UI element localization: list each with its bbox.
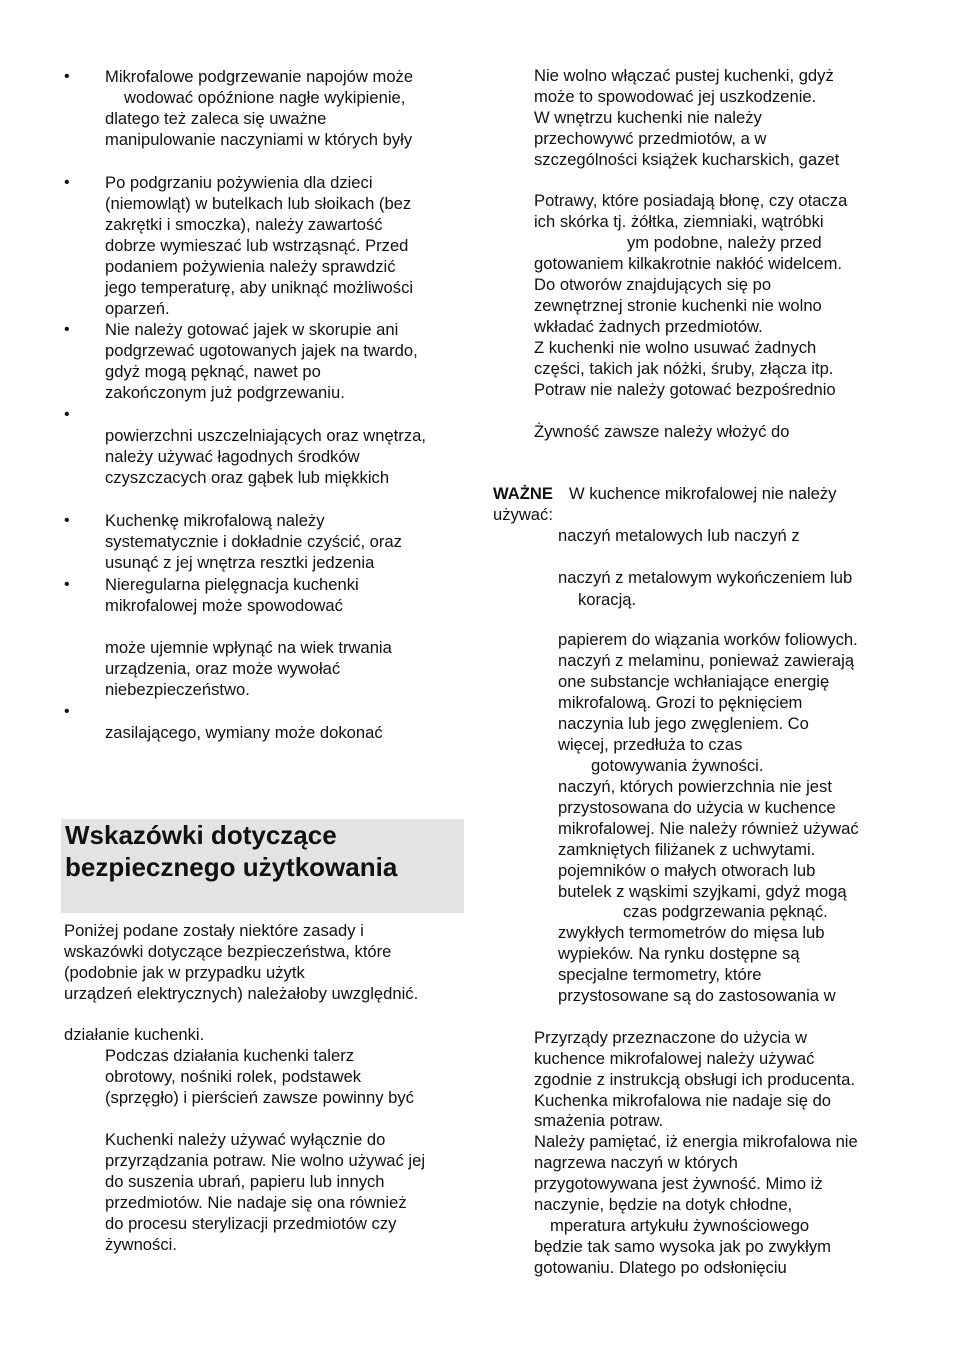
right-column-line: one substancje wchłaniające energię (558, 672, 830, 691)
list-item-text: jego temperaturę, aby uniknąć możliwości (105, 278, 414, 297)
right-column-line: Z kuchenki nie wolno usuwać żadnych (534, 338, 817, 357)
intro-line: wskazówki dotyczące bezpieczeństwa, które (64, 942, 392, 961)
right-column-line: Do otworów znajdujących się po (534, 275, 772, 294)
right-column-line: ich skórka tj. żółtka, ziemniaki, wątróbki (534, 212, 824, 231)
right-column-line: Żywność zawsze należy włożyć do (534, 422, 790, 441)
right-column-line: butelek z wąskimi szyjkami, gdyż mogą (558, 882, 847, 901)
intro-line: obrotowy, nośniki rolek, podstawek (105, 1067, 362, 1086)
right-column-line: zamkniętych filiżanek z uchwytami. (558, 840, 816, 859)
list-item-text: (niemowląt) w butelkach lub słoikach (bez (105, 194, 412, 213)
right-column-line: mperatura artykułu żywnościowego (550, 1216, 810, 1235)
right-column-line: kuchence mikrofalowej należy używać (534, 1049, 815, 1068)
section-heading-line-1: Wskazówki dotyczące (65, 820, 337, 850)
list-item-text: urządzenia, oraz może wywołać (105, 659, 341, 678)
list-item-text: Nieregularna pielęgnacja kuchenki (105, 575, 359, 594)
right-column-line: gotowaniu. Dlatego po odsłonięciu (534, 1258, 787, 1277)
right-column-line: używać: (493, 505, 553, 524)
bullet-marker: • (64, 321, 70, 338)
right-column-line: mikrofalowej. Nie należy również używać (558, 819, 859, 838)
right-column-line: części, takich jak nóżki, śruby, złącza itp. (534, 359, 834, 378)
right-column-line: naczyń, których powierzchnia nie jest (558, 777, 832, 796)
bullet-marker: • (64, 68, 70, 85)
intro-line: Podczas działania kuchenki talerz (105, 1046, 355, 1065)
list-item-text: gdyż mogą pęknąć, nawet po (105, 362, 321, 381)
list-item-text: Po podgrzaniu pożywienia dla dzieci (105, 173, 373, 192)
intro-line: Kuchenki należy używać wyłącznie do (105, 1130, 386, 1149)
right-column-line: specjalne termometry, które (558, 965, 762, 984)
right-column-line: gotowaniem kilkakrotnie nakłóć widelcem. (534, 254, 843, 273)
right-column-line: przystosowana do użycia w kuchence (558, 798, 836, 817)
right-column-line: smażenia potraw. (534, 1111, 664, 1130)
list-item-text: czyszczacych oraz gąbek lub miękkich (105, 468, 390, 487)
list-item-text: zakończonym już podgrzewaniu. (105, 383, 345, 402)
list-item-text: dobrze wymieszać lub wstrząsnąć. Przed (105, 236, 409, 255)
right-column-line: gotowywania żywności. (591, 756, 764, 775)
intro-line: urządzeń elektrycznych) należałoby uwzględnić. (64, 984, 419, 1003)
right-column-line: zwykłych termometrów do mięsa lub (558, 923, 825, 942)
list-item-text: Nie należy gotować jajek w skorupie ani (105, 320, 399, 339)
list-item-text: usunąć z jej wnętrza resztki jedzenia (105, 553, 375, 572)
right-column-line: przystosowane są do zastosowania w (558, 986, 836, 1005)
intro-line: żywności. (105, 1235, 177, 1254)
important-label: WAŻNE (493, 484, 553, 503)
bullet-marker: • (64, 576, 70, 593)
bullet-marker: • (64, 512, 70, 529)
right-column-line: przygotowywana jest żywność. Mimo iż (534, 1174, 823, 1193)
right-column-line: zgodnie z instrukcją obsługi ich producenta. (534, 1070, 856, 1089)
list-item-text: niebezpieczeństwo. (105, 680, 250, 699)
right-column-line: W kuchence mikrofalowej nie należy (569, 484, 837, 503)
right-column-line: naczyń z metalowym wykończeniem lub (558, 568, 853, 587)
right-column-line: Nie wolno włączać pustej kuchenki, gdyż (534, 66, 834, 85)
right-column-line: Kuchenka mikrofalowa nie nadaje się do (534, 1091, 832, 1110)
list-item-text: zakrętki i smoczka), należy zawartość (105, 215, 383, 234)
right-column-line: Należy pamiętać, iż energia mikrofalowa nie (534, 1132, 858, 1151)
right-column-line: wypieków. Na rynku dostępne są (558, 944, 800, 963)
right-column-line: papierem do wiązania worków foliowych. (558, 630, 858, 649)
list-item-text: Mikrofalowe podgrzewanie napojów może (105, 67, 414, 86)
list-item-text: systematycznie i dokładnie czyścić, oraz (105, 532, 402, 551)
right-column-line: może to spowodować jej uszkodzenie. (534, 87, 817, 106)
list-item-text: oparzeń. (105, 299, 170, 318)
intro-line: do suszenia ubrań, papieru lub innych (105, 1172, 385, 1191)
intro-line: działanie kuchenki. (64, 1025, 205, 1044)
right-column-line: przechowywć przedmiotów, a w (534, 129, 767, 148)
list-item-text: Kuchenkę mikrofalową należy (105, 511, 325, 530)
bullet-marker: • (64, 174, 70, 191)
section-heading-line-2: bezpiecznego użytkowania (65, 852, 398, 882)
bullet-marker: • (64, 703, 70, 720)
list-item-text: powierzchni uszczelniających oraz wnętrza, (105, 426, 426, 445)
right-column-line: Przyrządy przeznaczone do użycia w (534, 1028, 807, 1047)
list-item-text: wodować opóźnione nagłe wykipienie, (124, 88, 406, 107)
right-column-line: ym podobne, należy przed (627, 233, 822, 252)
list-item-text: podgrzewać ugotowanych jajek na twardo, (105, 341, 418, 360)
intro-line: do procesu sterylizacji przedmiotów czy (105, 1214, 397, 1233)
intro-line: (sprzęgło) i pierścień zawsze powinny być (105, 1088, 414, 1107)
right-column-line: naczynia lub jego zwęgleniem. Co (558, 714, 809, 733)
bullet-marker: • (64, 406, 70, 423)
list-item-text: mikrofalowej może spowodować (105, 596, 343, 615)
right-column-line: wkładać żadnych przedmiotów. (534, 317, 763, 336)
right-column-line: koracją. (578, 590, 637, 609)
right-column-line: czas podgrzewania pęknąć. (623, 902, 828, 921)
section-heading-box (61, 819, 464, 913)
intro-line: (podobnie jak w przypadku użytk (64, 963, 305, 982)
right-column-line: naczynie, będzie na dotyk chłodne, (534, 1195, 793, 1214)
right-column-line: więcej, przedłuża to czas (558, 735, 743, 754)
list-item-text: dlatego też zaleca się uważne (105, 109, 327, 128)
right-column-line: zewnętrznej stronie kuchenki nie wolno (534, 296, 822, 315)
right-column-line: nagrzewa naczyń w których (534, 1153, 738, 1172)
list-item-text: podaniem pożywienia należy sprawdzić (105, 257, 396, 276)
list-item-text: manipulowanie naczyniami w których były (105, 130, 413, 149)
right-column-line: Potraw nie należy gotować bezpośrednio (534, 380, 836, 399)
right-column-line: naczyń metalowych lub naczyń z (558, 526, 800, 545)
right-column-line: Potrawy, które posiadają błonę, czy otacza (534, 191, 848, 210)
right-column-line: naczyń z melaminu, ponieważ zawierają (558, 651, 855, 670)
right-column-line: szczególności książek kucharskich, gazet (534, 150, 840, 169)
right-column-line: mikrofalową. Grozi to pęknięciem (558, 693, 803, 712)
right-column-line: będzie tak samo wysoka jak po zwykłym (534, 1237, 831, 1256)
list-item-text: może ujemnie wpłynąć na wiek trwania (105, 638, 392, 657)
intro-line: przyrządzania potraw. Nie wolno używać jej (105, 1151, 426, 1170)
intro-line: Poniżej podane zostały niektóre zasady i (64, 921, 364, 940)
list-item-text: należy używać łagodnych środków (105, 447, 360, 466)
intro-line: przedmiotów. Nie nadaje się ona również (105, 1193, 407, 1212)
right-column-line: pojemników o małych otworach lub (558, 861, 816, 880)
list-item-text: zasilającego, wymiany może dokonać (105, 723, 383, 742)
right-column-line: W wnętrzu kuchenki nie należy (534, 108, 762, 127)
